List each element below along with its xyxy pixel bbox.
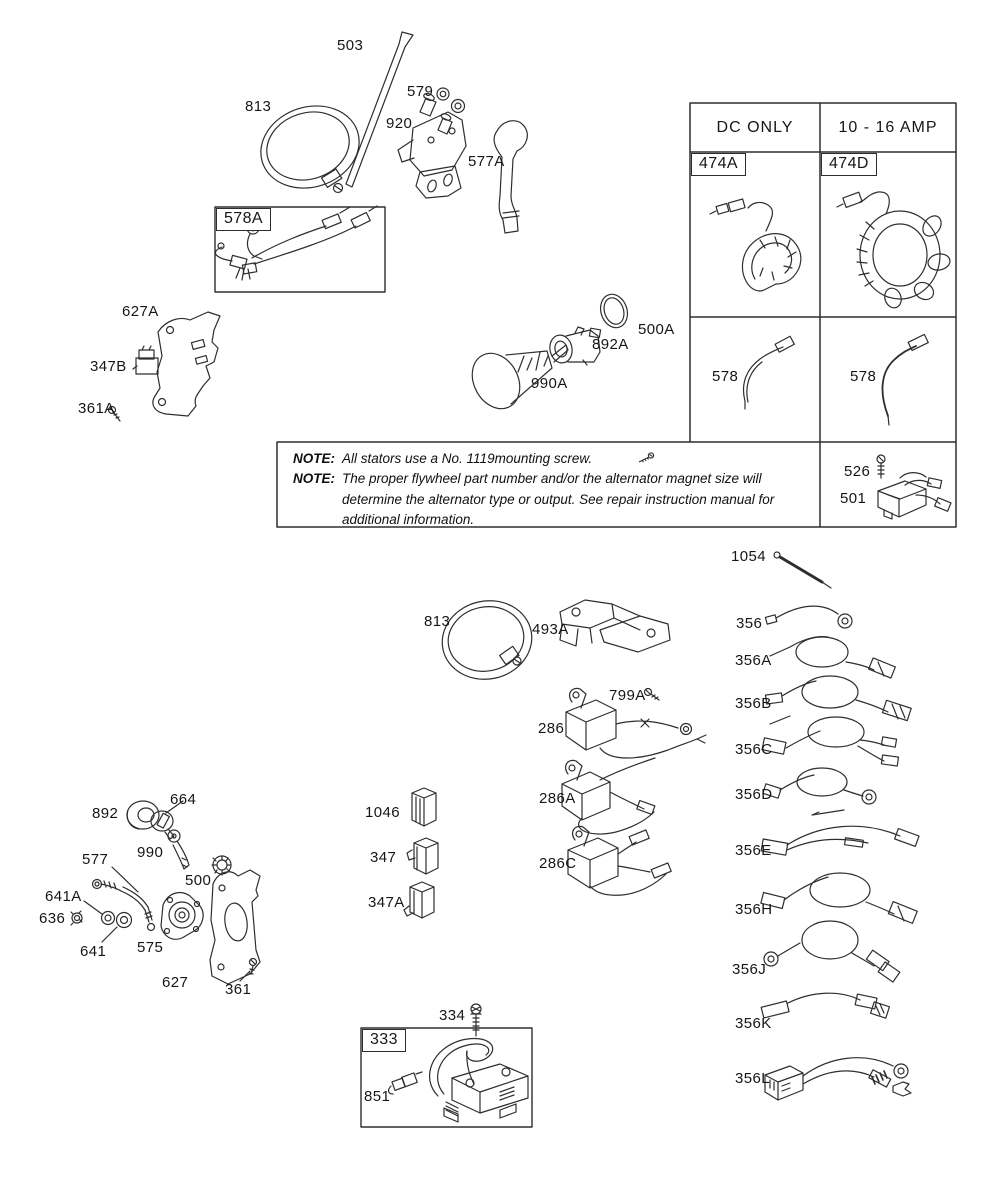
label-286: 286 [538,720,565,737]
part-356E-drawing [761,810,919,855]
label-347B: 347B [90,358,127,375]
table-header-dc-only: DC ONLY [716,118,794,136]
label-990: 990 [137,844,164,861]
note-1-text: All stators use a No. 1119mounting screw. [342,451,593,466]
label-892: 892 [92,805,119,822]
part-627A-drawing [153,312,220,416]
label-474D: 474D [821,153,877,176]
part-356H-drawing [761,873,917,923]
part-474D-drawing [837,192,951,310]
label-1046: 1046 [365,804,400,821]
label-641A: 641A [45,888,82,905]
part-356L-drawing [765,1058,911,1100]
part-500A-drawing [596,291,631,331]
label-627A: 627A [122,303,159,320]
part-813-bottom-drawing [435,592,539,687]
label-500A: 500A [638,321,675,338]
label-356C: 356C [735,741,773,758]
part-501-drawing [878,473,951,519]
part-1046-drawing [412,788,436,826]
label-500: 500 [185,872,212,889]
label-361A: 361A [78,400,115,417]
part-286A-drawing [562,758,655,834]
label-356H: 356H [735,901,773,918]
label-920: 920 [386,115,413,132]
label-347: 347 [370,849,397,866]
part-503-drawing [346,32,413,187]
label-641: 641 [80,943,107,960]
label-286C: 286C [539,855,577,872]
note-2 [293,469,812,530]
part-577A-drawing [494,121,527,233]
label-356A: 356A [735,652,772,669]
label-356J: 356J [732,961,767,978]
label-356K: 356K [735,1015,772,1032]
label-356D: 356D [735,786,773,803]
part-799A-drawing [645,689,660,701]
label-333: 333 [362,1029,406,1052]
part-334-drawing [471,1004,481,1036]
label-334: 334 [439,1007,466,1024]
label-892A: 892A [592,336,629,353]
part-990-drawing [168,830,189,869]
label-577A: 577A [468,153,505,170]
label-627: 627 [162,974,189,991]
part-347B-drawing [133,346,158,374]
label-578-left: 578 [712,368,739,385]
screw-icon [633,452,655,464]
label-636: 636 [39,910,66,927]
label-356L: 356L [735,1070,770,1087]
label-474A: 474A [691,153,746,176]
label-813-bottom: 813 [424,613,451,630]
label-578-right: 578 [850,368,877,385]
label-347A: 347A [368,894,405,911]
part-578-left-drawing [743,336,794,409]
part-333-coil-drawing [430,1038,528,1122]
part-526-drawing [877,455,885,478]
label-579: 579 [407,83,434,100]
label-577: 577 [82,851,109,868]
part-347A-drawing [404,882,434,918]
note-2-text: The proper flywheel part number and/or the alternator magnet size will determine the alternator type or output. See repair instruction manual for additional information. [342,471,775,527]
part-575-drawing [161,893,203,940]
part-851-drawing [389,1072,422,1094]
note-box [277,442,820,527]
part-356J-drawing [764,921,900,982]
part-474A-drawing [710,199,801,291]
label-526: 526 [844,463,871,480]
part-356D-drawing [763,768,876,804]
part-641A-drawing [84,901,115,925]
label-575: 575 [137,939,164,956]
part-493A-drawing [560,600,670,652]
part-1054-drawing [774,552,831,588]
part-286C-drawing [568,826,671,895]
label-356E: 356E [735,842,772,859]
label-851: 851 [364,1088,391,1105]
label-356: 356 [736,615,763,632]
part-641-drawing [102,913,132,943]
note-1 [293,449,812,469]
part-356A-drawing [770,637,895,679]
label-356B: 356B [735,695,772,712]
label-493A: 493A [532,621,569,638]
label-799A: 799A [609,687,646,704]
part-579-drawing [437,88,465,113]
note-2-prefix: NOTE: [293,471,335,487]
label-664: 664 [170,791,197,808]
part-356K-drawing [761,993,889,1018]
table-header-10-16-amp: 10 - 16 AMP [838,118,938,136]
label-361: 361 [225,981,252,998]
label-1054: 1054 [731,548,766,565]
label-503: 503 [337,37,364,54]
label-578A: 578A [216,208,271,231]
part-356-drawing [765,606,852,628]
label-501: 501 [840,490,867,507]
part-636-drawing [71,911,82,925]
part-578-right-drawing [882,334,928,425]
part-892-drawing [127,801,159,829]
label-990A: 990A [531,375,568,392]
note-1-prefix: NOTE: [293,451,335,466]
part-347-drawing [407,838,438,874]
label-286A: 286A [539,790,576,807]
part-356C-drawing [762,717,898,766]
label-813-top: 813 [245,98,272,115]
